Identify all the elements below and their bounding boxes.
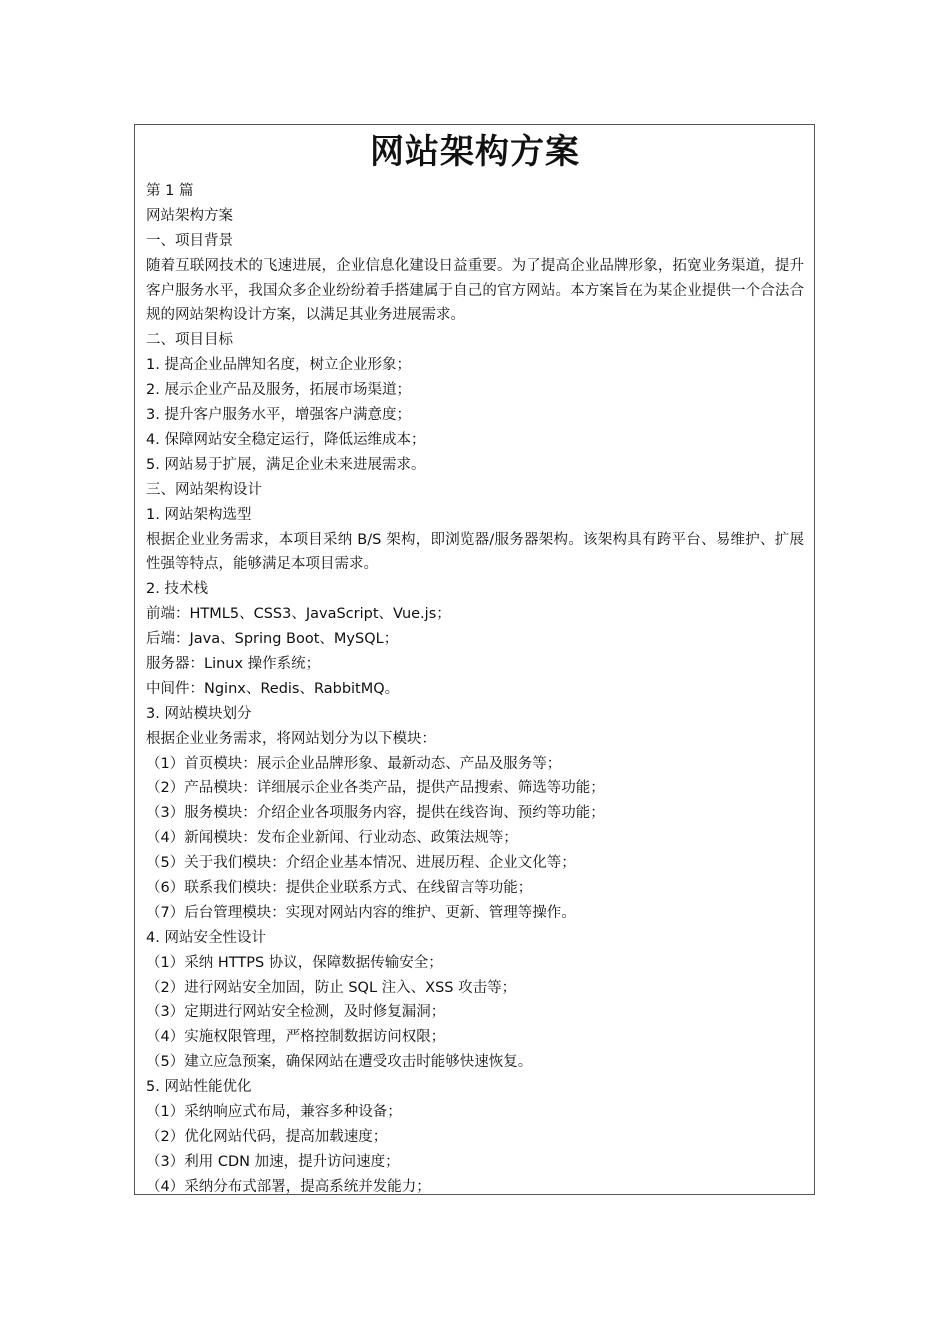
paragraph-modules: 根据企业业务需求，将网站划分为以下模块：: [146, 730, 436, 747]
list-item: （4）实施权限管理，严格控制数据访问权限；: [146, 1029, 446, 1046]
subheading: 4. 网站安全性设计: [146, 929, 266, 946]
list-item: （4）新闻模块：发布企业新闻、行业动态、政策法规等；: [146, 830, 518, 847]
heading-architecture: 三、网站架构设计: [146, 481, 262, 498]
section-label: 第 1 篇: [146, 183, 194, 199]
paragraph-architecture: 根据企业业务需求，本项目采纳 B/S 架构，即浏览器/服务器架构。该架构具有跨平台、易维护、扩展性强等特点，能够满足本项目需求。: [146, 531, 804, 573]
subheading: 5. 网站性能优化: [146, 1079, 252, 1096]
list-item: （1）采纳 HTTPS 协议，保障数据传输安全；: [146, 954, 443, 971]
list-item: 2. 展示企业产品及服务，拓展市场渠道；: [146, 382, 411, 399]
list-item: （5）关于我们模块：介绍企业基本情况、进展历程、企业文化等；: [146, 855, 576, 872]
document-frame: [134, 124, 815, 1195]
document-title: 网站架构方案: [370, 132, 580, 172]
subheading: 2. 技术栈: [146, 581, 208, 598]
list-item: 中间件：Nginx、Redis、RabbitMQ。: [146, 680, 400, 697]
list-item: 后端：Java、Spring Boot、MySQL；: [146, 631, 399, 648]
list-item: （1）采纳响应式布局，兼容多种设备；: [146, 1104, 402, 1121]
list-item: （4）采纳分布式部署，提高系统并发能力；: [146, 1178, 431, 1195]
list-item: 服务器：Linux 操作系统；: [146, 656, 321, 672]
list-item: （7）后台管理模块：实现对网站内容的维护、更新、管理等操作。: [146, 904, 576, 921]
list-item: （6）联系我们模块：提供企业联系方式、在线留言等功能；: [146, 880, 533, 897]
list-item: （2）优化网站代码，提高加载速度；: [146, 1128, 388, 1145]
subheading: 3. 网站模块划分: [146, 705, 252, 722]
list-item: （3）利用 CDN 加速，提升访问速度；: [146, 1153, 400, 1170]
list-item: 5. 网站易于扩展，满足企业未来进展需求。: [146, 456, 426, 473]
list-item: （2）产品模块：详细展示企业各类产品，提供产品搜索、筛选等功能；: [146, 780, 605, 797]
list-item: （3）定期进行网站安全检测，及时修复漏洞；: [146, 1004, 446, 1021]
subheading: 1. 网站架构选型: [146, 506, 252, 523]
list-item: 前端：HTML5、CSS3、JavaScript、Vue.js；: [146, 606, 451, 623]
list-item: 3. 提升客户服务水平，增强客户满意度；: [146, 407, 411, 424]
list-item: （2）进行网站安全加固，防止 SQL 注入、XSS 攻击等；: [146, 979, 517, 996]
list-item: （1）首页模块：展示企业品牌形象、最新动态、产品及服务等；: [146, 755, 562, 772]
list-item: 4. 保障网站安全稳定运行，降低运维成本；: [146, 431, 426, 448]
paragraph-background: 随着互联网技术的飞速进展，企业信息化建设日益重要。为了提高企业品牌形象，拓宽业务渠道，提升客户服务水平，我国众多企业纷纷着手搭建属于自己的官方网站。本方案旨在为某企业提供一个合法合规的网站架构设计方案，以满足其业务进展需求。: [146, 257, 804, 324]
list-item: （3）服务模块：介绍企业各项服务内容，提供在线咨询、预约等功能；: [146, 805, 605, 822]
subtitle: 网站架构方案: [146, 207, 233, 224]
heading-goals: 二、项目目标: [146, 332, 233, 349]
list-item: 1. 提高企业品牌知名度，树立企业形象；: [146, 357, 411, 374]
list-item: （5）建立应急预案，确保网站在遭受攻击时能够快速恢复。: [146, 1054, 533, 1071]
heading-background: 一、项目背景: [146, 232, 233, 249]
document-body: [146, 179, 804, 1195]
